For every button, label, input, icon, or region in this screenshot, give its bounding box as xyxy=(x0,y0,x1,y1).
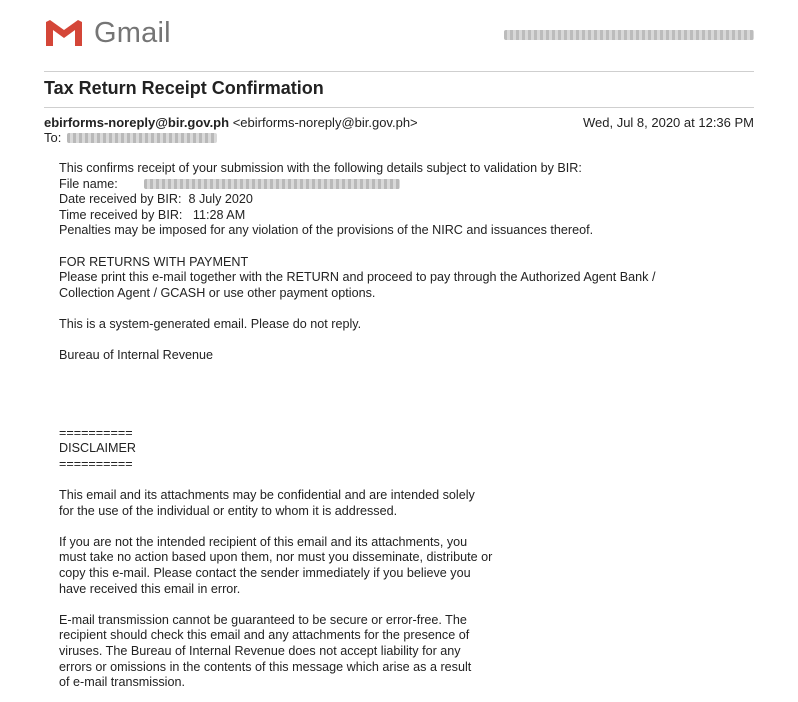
disclaimer-line: have received this email in error. xyxy=(59,581,241,596)
subject-divider xyxy=(44,107,754,108)
disclaimer-line: must take no action based upon them, nor must you disseminate, distribute or xyxy=(59,550,493,565)
email-body xyxy=(59,161,739,691)
recipient-line xyxy=(44,130,217,145)
returns-heading: FOR RETURNS WITH PAYMENT xyxy=(59,254,249,269)
time-received-label: Time received by BIR: xyxy=(59,207,183,222)
date-received-value: 8 July 2020 xyxy=(188,192,253,207)
file-name-label: File name: xyxy=(59,176,118,191)
gmail-m-icon xyxy=(44,18,84,48)
date-received-row xyxy=(59,192,739,208)
penalties-text: Penalties may be imposed for any violation of the provisions of the NIRC and issuances thereof. xyxy=(59,223,594,238)
to-label: To: xyxy=(44,130,62,145)
time-received-value: 11:28 AM xyxy=(192,207,246,222)
separator: ========== xyxy=(59,425,133,440)
sender-name[interactable]: ebirforms-noreply@bir.gov.ph xyxy=(44,115,230,130)
intro-text: This confirms receipt of your submission with the following details subject to validation by BIR: xyxy=(59,161,582,175)
disclaimer-line: for the use of the individual or entity to whom it is addressed. xyxy=(59,503,398,518)
disclaimer-line: recipient should check this email and any attachments for the presence of xyxy=(59,628,470,643)
separator: ========== xyxy=(59,456,133,471)
recipient-redacted xyxy=(67,133,217,143)
account-email-redacted xyxy=(504,30,754,40)
signature: Bureau of Internal Revenue xyxy=(59,348,214,363)
sender-address: <ebirforms-noreply@bir.gov.ph> xyxy=(232,115,418,130)
header-divider xyxy=(44,71,754,72)
time-received-row xyxy=(59,208,739,224)
file-name-row xyxy=(59,177,739,193)
disclaimer-line: copy this e-mail. Please contact the sender immediately if you believe you xyxy=(59,566,471,581)
gmail-logo[interactable] xyxy=(44,14,171,52)
gmail-header xyxy=(44,14,754,54)
returns-line: Please print this e-mail together with the RETURN and proceed to pay through the Authorized Agent Bank / xyxy=(59,270,656,285)
sender-line xyxy=(44,115,418,130)
returns-line: Collection Agent / GCASH or use other payment options. xyxy=(59,285,376,300)
system-note: This is a system-generated email. Please do not reply. xyxy=(59,316,362,331)
disclaimer-line: This email and its attachments may be confidential and are intended solely xyxy=(59,488,475,503)
file-name-redacted xyxy=(144,179,400,189)
disclaimer-line: of e-mail transmission. xyxy=(59,675,185,690)
disclaimer-line: If you are not the intended recipient of this email and its attachments, you xyxy=(59,534,468,549)
disclaimer-line: viruses. The Bureau of Internal Revenue does not accept liability for any xyxy=(59,644,461,659)
disclaimer-line: errors or omissions in the contents of this message which arise as a result xyxy=(59,659,472,674)
email-date: Wed, Jul 8, 2020 at 12:36 PM xyxy=(582,115,754,130)
disclaimer-line: E-mail transmission cannot be guaranteed to be secure or error-free. The xyxy=(59,612,467,627)
gmail-wordmark: Gmail xyxy=(94,16,171,49)
email-subject: Tax Return Receipt Confirmation xyxy=(44,78,324,98)
date-received-label: Date received by BIR: xyxy=(59,192,182,207)
disclaimer-title: DISCLAIMER xyxy=(59,441,136,456)
